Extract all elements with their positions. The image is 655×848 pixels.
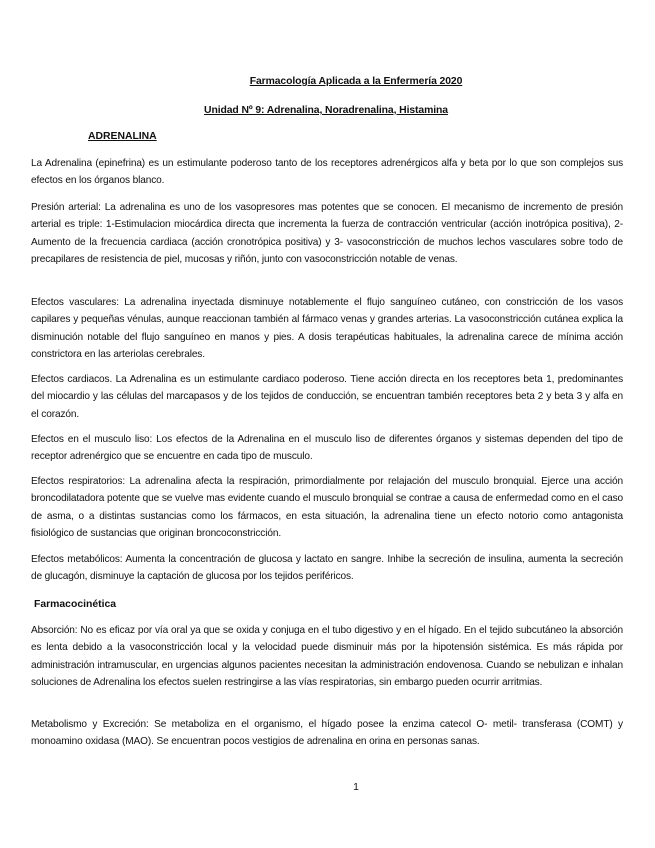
subheading-farmacocinetica: Farmacocinética xyxy=(34,599,117,610)
paragraph-efectos-vasculares: Efectos vasculares: La adrenalina inyectada disminuye notablemente el flujo sanguíneo cutáneo, con constricción de los vasos capilares y pequeñas vénulas, aunque reaccionan también al fármaco venas y grandes arterias. La vasoconstricción cutánea explica la disminución notable del flujo sanguíneo en manos y pies. A dosis terapéuticas habituales, la adrenalina carece de mínima acción constrictora en las arteriolas cerebrales. xyxy=(31,297,623,360)
paragraph-musculo-liso: Efectos en el musculo liso: Los efectos de la Adrenalina en el musculo liso de diferentes órganos y sistemas dependen del tipo de receptor adrenérgico que se encuentre en cada tipo de musculo. xyxy=(31,434,623,463)
paragraph-efectos-cardiacos: Efectos cardiacos. La Adrenalina es un estimulante cardiaco poderoso. Tiene acción directa en los receptores beta 1, predominantes del miocardio y las células del marcapasos y de los tejidos de conducción, se encuentran también receptores beta 2 y beta 3 y alfa en el corazón. xyxy=(31,374,623,420)
paragraph-intro: La Adrenalina (epinefrina) es un estimulante poderoso tanto de los receptores adrenérgicos alfa y beta por lo que son complejos sus efectos en los órganos blanco. xyxy=(31,158,623,187)
paragraph-efectos-respiratorios: Efectos respiratorios: La adrenalina afecta la respiración, primordialmente por relajación del musculo bronquial. Ejerce una acción broncodilatadora potente que se vuelve mas evidente cuando el musculo bronquial se contrae a causa de enfermedad como en el caso de asma, o a distintas sustancias como los fármacos, en esta situación, la adrenalina tiene un efecto notorio como antagonista fisiológico de sustancias que originan broncoconstricción. xyxy=(31,476,623,539)
paragraph-efectos-metabolicos: Efectos metabólicos: Aumenta la concentración de glucosa y lactato en sangre. Inhibe la secreción de insulina, aumenta la secreción de glucagón, disminuye la captación de glucosa por los tejidos periféricos. xyxy=(31,554,623,583)
document-subtitle: Unidad Nº 9: Adrenalina, Noradrenalina, Histamina xyxy=(204,105,448,116)
section-heading-adrenalina: ADRENALINA xyxy=(88,131,157,142)
page-number: 1 xyxy=(353,782,359,793)
paragraph-absorcion: Absorción: No es eficaz por vía oral ya que se oxida y conjuga en el tubo digestivo y en el hígado. En el tejido subcutáneo la absorción es lenta debido a la vasoconstricción local y la velocidad puede disminuir más por la hipotensión sistémica. Es más rápida por administración intramuscular, en urgencias algunos pacientes necesitan la administración endovenosa. Cuando se nebulizan e inhalan soluciones de Adrenalina los efectos suelen restringirse a las vías respiratorias, sin embargo pueden ocurrir arritmias. xyxy=(31,625,623,688)
paragraph-metabolismo-excrecion: Metabolismo y Excreción: Se metaboliza en el organismo, el hígado posee la enzima catecol O- metil- transferasa (COMT) y monoamino oxidasa (MAO). Se encuentran pocos vestigios de adrenalina en orina en personas sanas. xyxy=(31,719,623,748)
paragraph-presion-arterial: Presión arterial: La adrenalina es uno de los vasopresores mas potentes que se conocen. El mecanismo de incremento de presión arterial es triple: 1-Estimulacion miocárdica directa que incrementa la fuerza de contracción ventricular (acción inotrópica positiva), 2- Aumento de la frecuencia cardiaca (acción cronotrópica positiva) y 3- vasoconstricción de muchos lechos vasculares sobre todo de precapilares de resistencia de piel, mucosas y riñón, junto con vasoconstricción notable de venas. xyxy=(31,202,623,265)
document-title: Farmacología Aplicada a la Enfermería 2020 xyxy=(249,76,463,87)
